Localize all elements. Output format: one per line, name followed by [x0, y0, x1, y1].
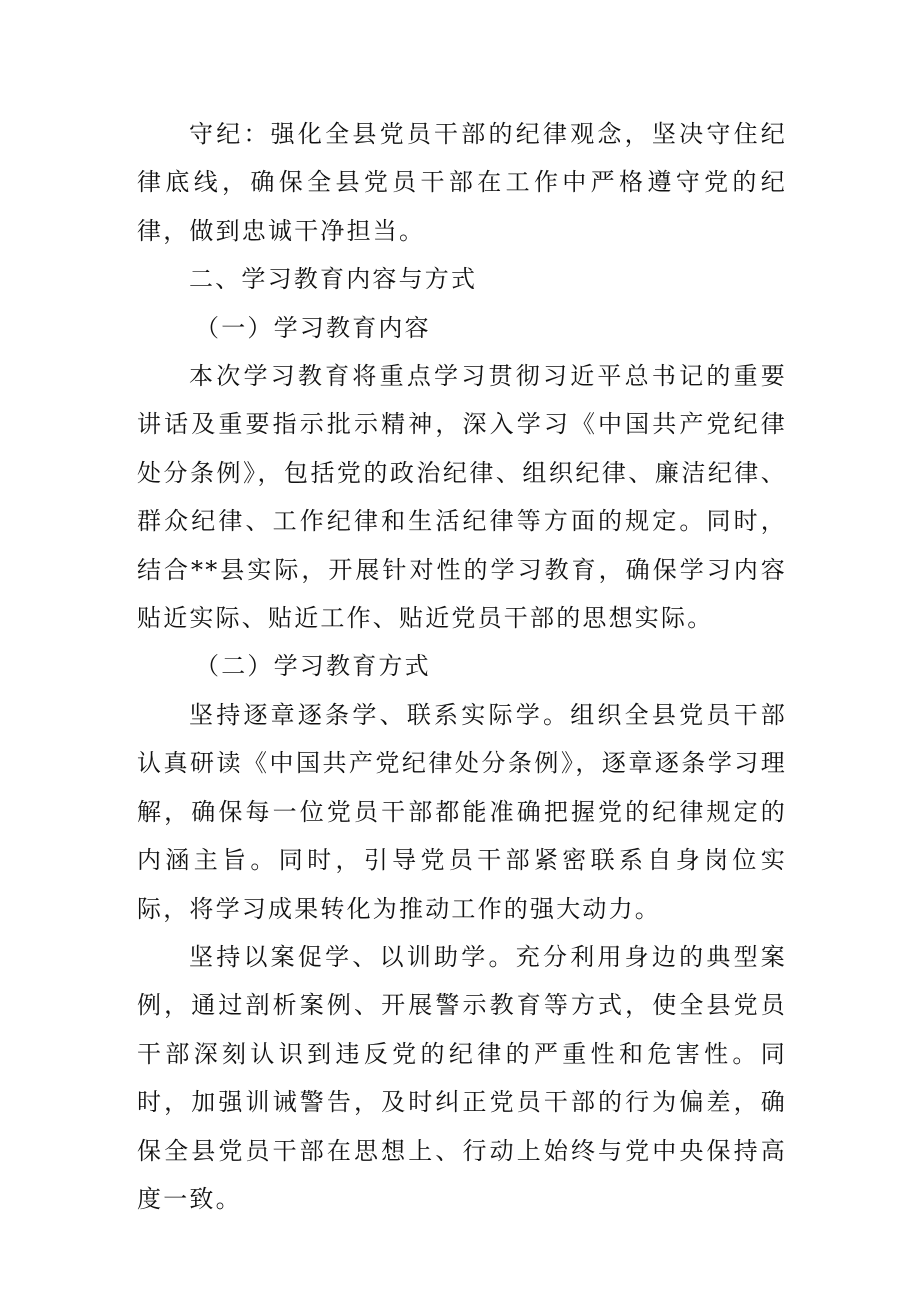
subheading-study-content: （一）学习教育内容: [195, 313, 431, 342]
document-body: [137, 110, 787, 1223]
paragraph-study-content: 本次学习教育将重点学习贯彻习近平总书记的重要讲话及重要指示批示精神，深入学习《中国共产党纪律处分条例》，包括党的政治纪律、组织纪律、廉洁纪律、群众纪律、工作纪律和生活纪律等方面的规定。同时，结合**县实际，开展针对性的学习教育，确保学习内容贴近实际、贴近工作、贴近党员干部的思想实际。: [137, 362, 787, 633]
paragraph-discipline: 守纪：强化全县党员干部的纪律观念，坚决守住纪律底线，确保全县党员干部在工作中严格遵守党的纪律，做到忠诚干净担当。: [137, 120, 787, 245]
subheading-study-method: （二）学习教育方式: [195, 652, 431, 681]
paragraph-study-method-cases: 坚持以案促学、以训助学。充分利用身边的典型案例，通过剖析案例、开展警示教育等方式，使全县党员干部深刻认识到违反党的纪律的严重性和危害性。同时，加强训诫警告，及时纠正党员干部的行为偏差，确保全县党员干部在思想上、行动上始终与党中央保持高度一致。: [137, 942, 787, 1213]
section-heading-study-content-and-method: 二、学习教育内容与方式: [189, 265, 478, 294]
paragraph-study-method-chapter: 坚持逐章逐条学、联系实际学。组织全县党员干部认真研读《中国共产党纪律处分条例》，逐章逐条学习理解，确保每一位党员干部都能准确把握党的纪律规定的内涵主旨。同时，引导党员干部紧密联系自身岗位实际，将学习成果转化为推动工作的强大动力。: [137, 700, 787, 923]
